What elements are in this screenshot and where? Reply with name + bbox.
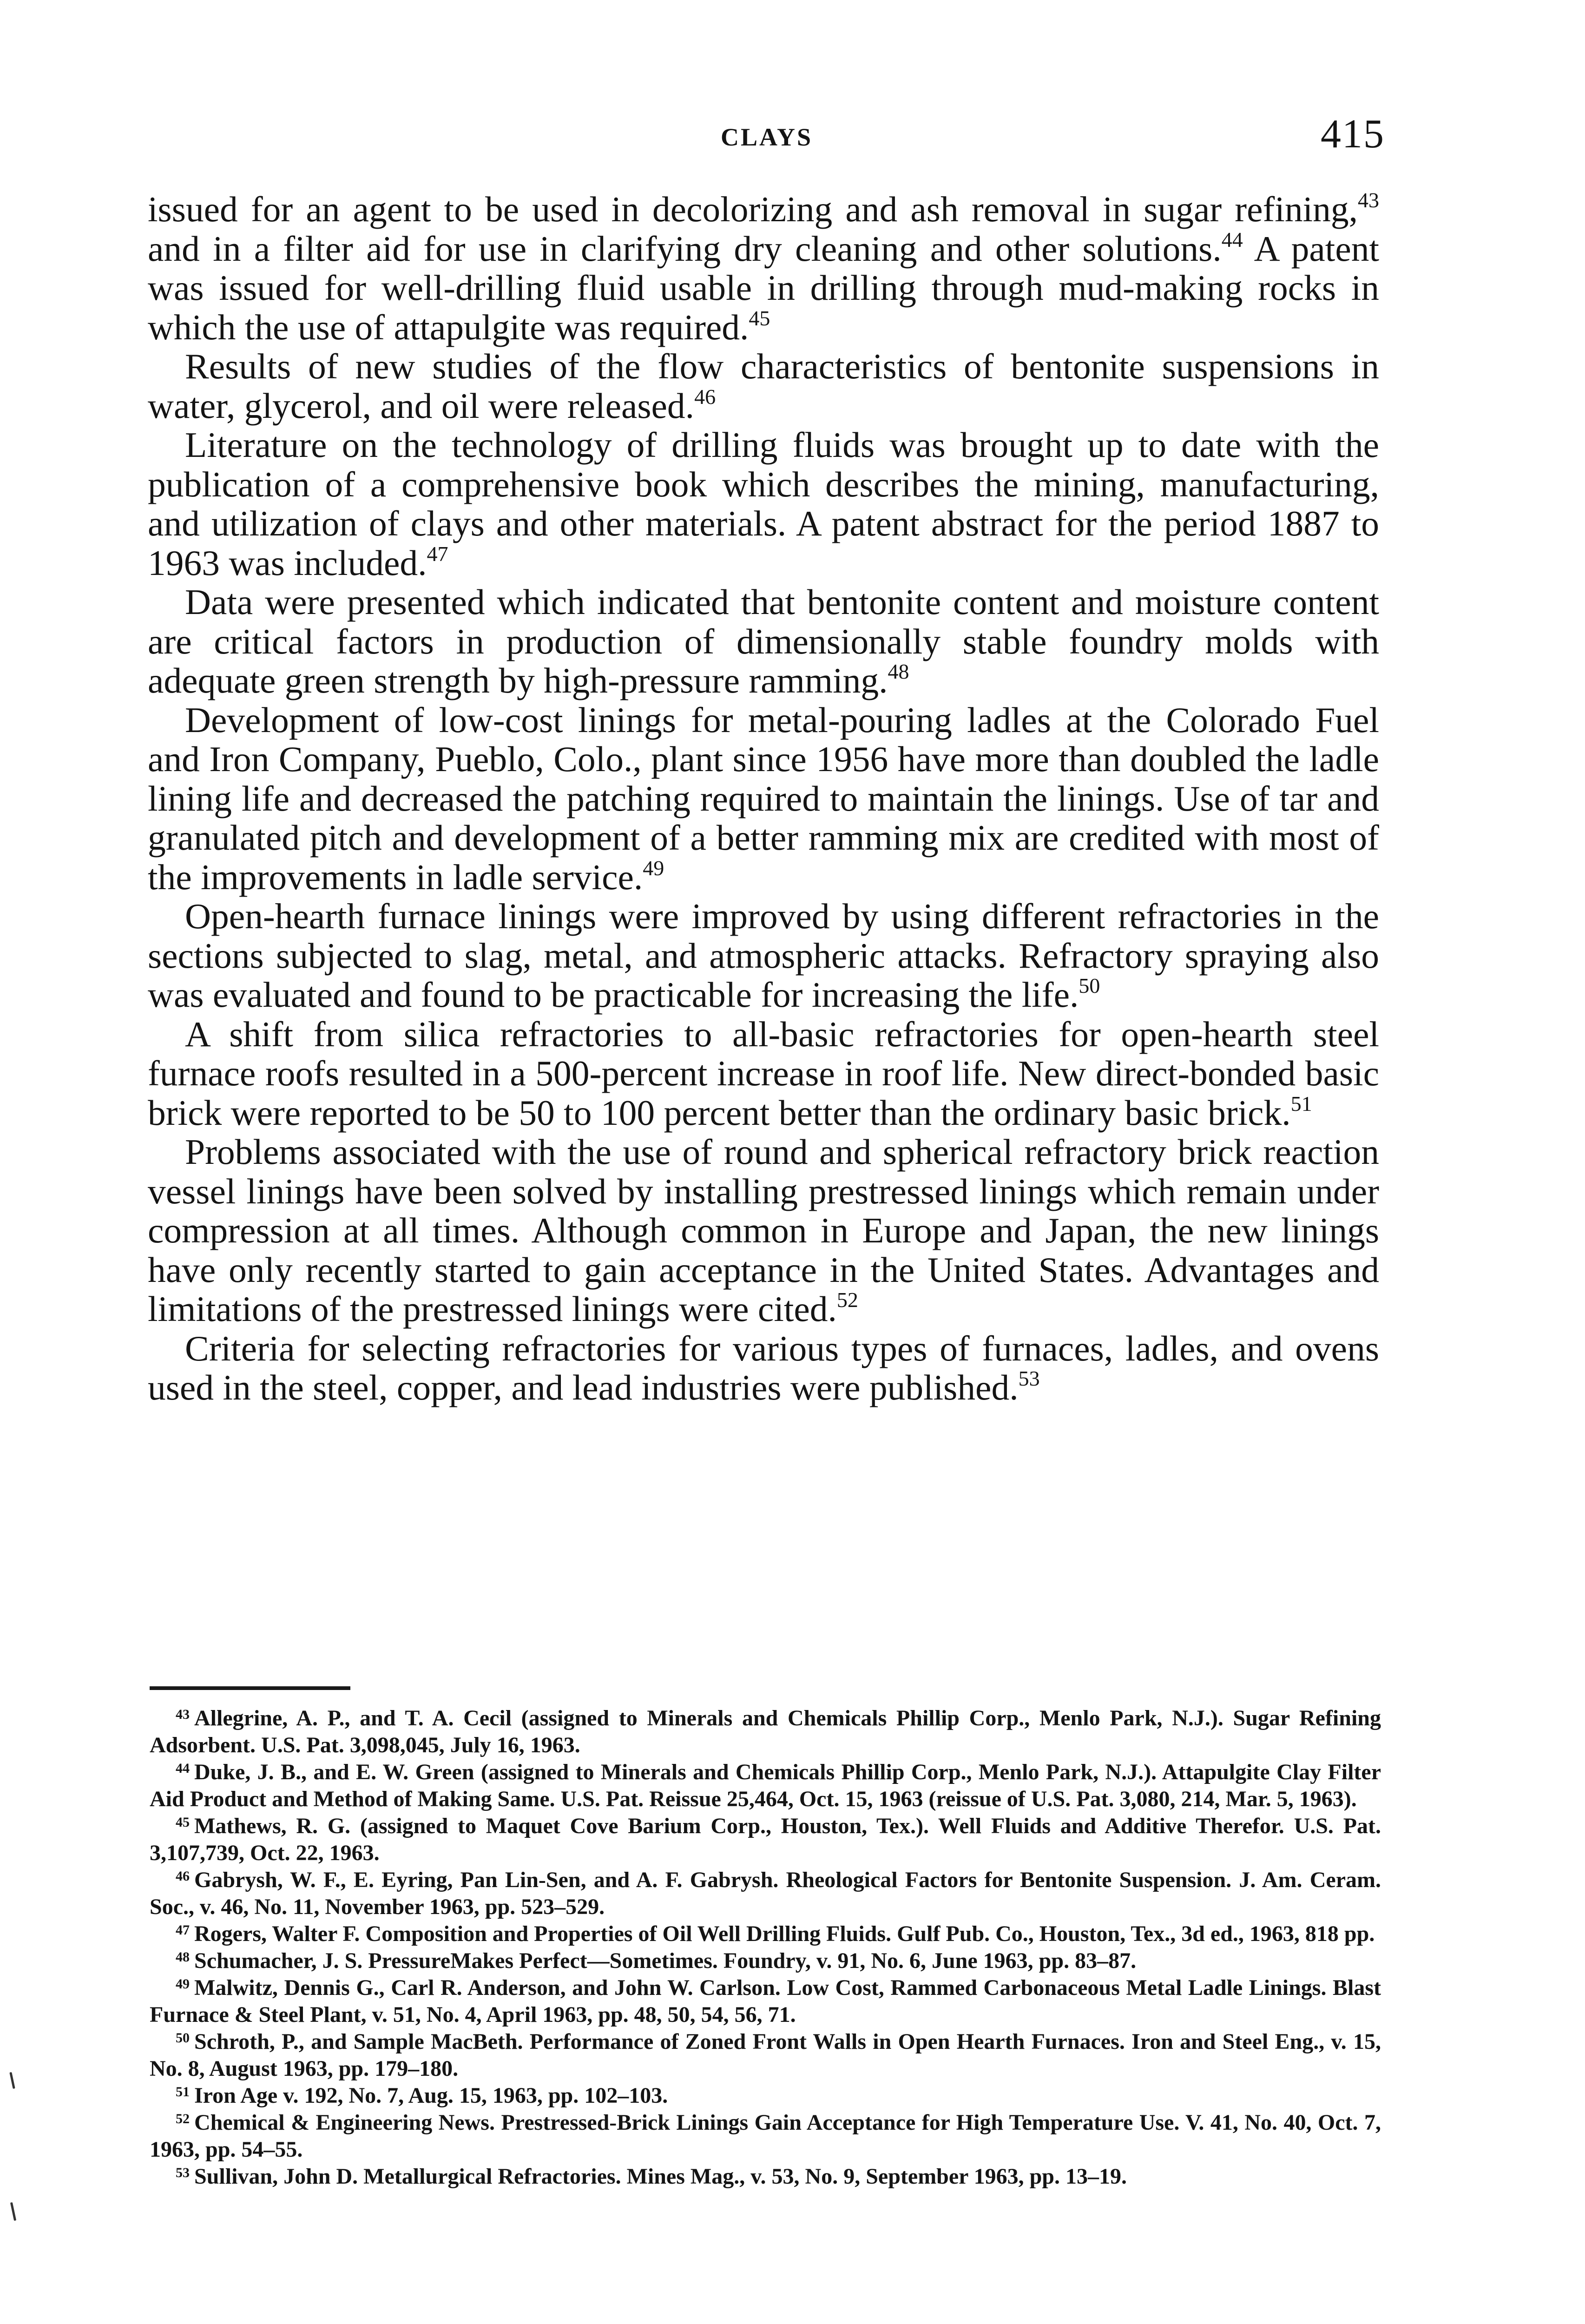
footnote-number: 44 [176,1761,190,1776]
footnote-number: 48 [176,1949,190,1965]
paragraph-text: Results of new studies of the flow characteristics of bentonite suspensions in water, glycerol, and oil were released. [148,346,1379,426]
footnote [150,1759,1381,1813]
body-paragraph [148,347,1379,425]
body-paragraph [148,897,1379,1015]
footnote-text: Schumacher, J. S. PressureMakes Perfect—Sometimes. Foundry, v. 91, No. 6, June 1963, pp. 83–87. [194,1948,1137,1973]
footnote-number: 49 [176,1976,190,1992]
body-paragraph [148,582,1379,700]
paragraph-text: A shift from silica refractories to all-basic refractories for open-hearth steel furnace roofs resulted in a 500-percent increase in roof life. New direct-bonded basic brick were reported to be 50 to 100 percent better than the ordinary basic brick. [148,1014,1379,1133]
footnote [150,2082,1381,2109]
footnote-rule [150,1686,350,1690]
body-text [148,190,1379,1407]
footnote-reference: 46 [694,384,716,409]
paragraph-text: A patent was issued for well-drilling fluid usable in drilling through mud-making rocks in which the use of attapulgite was required. [148,228,1379,347]
paragraph-text: Open-hearth furnace linings were improved by using different refractories in the sections subjected to slag, metal, and atmospheric attacks. Refractory spraying also was evaluated and found to be practicable for increasing the life. [148,896,1379,1015]
footnote-reference: 50 [1079,974,1100,997]
footnote-reference: 53 [1018,1367,1040,1390]
paragraph-text: Data were presented which indicated that bentonite content and moisture content are critical factors in production of dimensionally stable foundry molds with adequate green strength by high-pressure ramming. [148,582,1379,700]
paragraph-text: Literature on the technology of drilling fluids was brought up to date with the publication of a comprehensive book which describes the mining, manufacturing, and utilization of clays and other materials. A patent abstract for the period 1887 to 1963 was included. [148,425,1379,583]
footnote-reference: 52 [836,1288,858,1312]
scan-mark [10,2202,16,2221]
paragraph-text: issued for an agent to be used in decolorizing and ash removal in sugar refining, [148,189,1358,229]
footnote-text: Duke, J. B., and E. W. Green (assigned to Minerals and Chemicals Phillip Corp., Menlo Park, N.J.). Attapulgite Clay Filter Aid Product and Method of Making Same. U.S. Pat. Reissue 25,464, Oct. 15, 1963 (reissue of U.S. Pat. 3,080, 214, Mar. 5, 1963). [150,1760,1381,1811]
footnote-text: Iron Age v. 192, No. 7, Aug. 15, 1963, pp. 102–103. [194,2083,668,2108]
footnote-number: 46 [176,1868,190,1884]
footnote [150,1948,1381,1974]
footnote [150,1813,1381,1867]
footnote [150,1867,1381,1921]
body-paragraph [148,1329,1379,1407]
body-paragraph [148,190,1379,347]
footnote [150,1921,1381,1948]
margin-scan-marks [0,0,37,2324]
footnote [150,2109,1381,2163]
page-number: 415 [1321,112,1385,157]
paragraph-text: Development of low-cost linings for metal-pouring ladles at the Colorado Fuel and Iron Company, Pueblo, Colo., plant since 1956 have more than doubled the ladle lining life and decreased the patching required to maintain the linings. Use of tar and granulated pitch and development of a better ramming mix are credited with most of the improvements in ladle service. [148,700,1379,897]
footnote-number: 53 [176,2165,190,2180]
footnote-number: 51 [176,2084,190,2100]
body-paragraph [148,1132,1379,1329]
footnote-number: 50 [176,2030,190,2046]
paragraph-text: Problems associated with the use of round and spherical refractory brick reaction vessel linings have been solved by installing prestressed linings which remain under compression at all times. Although common in Europe and Japan, the new linings have only recently started to gain acceptance in the United States. Advantages and limitations of the prestressed linings were cited. [148,1132,1379,1329]
footnote-reference: 43 [1358,188,1379,212]
footnote-number: 52 [176,2111,190,2126]
footnote-text: Gabrysh, W. F., E. Eyring, Pan Lin-Sen, and A. F. Gabrysh. Rheological Factors for Bentonite Suspension. J. Am. Ceram. Soc., v. 46, No. 11, November 1963, pp. 523–529. [150,1868,1381,1919]
footnote-reference: 47 [427,541,448,566]
footnote-reference: 44 [1221,227,1243,251]
footnotes [150,1705,1381,2190]
scan-mark [9,2072,15,2089]
body-paragraph [148,1015,1379,1133]
footnote-reference: 48 [888,660,909,683]
footnote [150,1705,1381,1759]
footnote [150,2163,1381,2190]
footnote-number: 43 [176,1707,190,1722]
footnote-text: Rogers, Walter F. Composition and Properties of Oil Well Drilling Fluids. Gulf Pub. Co., Houston, Tex., 3d ed., 1963, 818 pp. [194,1921,1375,1946]
footnote-number: 47 [176,1922,190,1938]
body-paragraph [148,700,1379,897]
footnote [150,1974,1381,2028]
body-paragraph [148,425,1379,582]
footnote-reference: 49 [643,856,664,880]
running-head [149,111,1385,166]
footnote-text: Schroth, P., and Sample MacBeth. Performance of Zoned Front Walls in Open Hearth Furnaces. Iron and Steel Eng., v. 15, No. 8, August 1963, pp. 179–180. [150,2029,1381,2081]
footnote-text: Allegrine, A. P., and T. A. Cecil (assigned to Minerals and Chemicals Phillip Corp., Menlo Park, N.J.). Sugar Refining Adsorbent. U.S. Pat. 3,098,045, July 16, 1963. [150,1706,1381,1757]
footnote-reference: 45 [749,306,770,330]
footnote-reference: 51 [1290,1091,1312,1116]
paragraph-text: Criteria for selecting refractories for various types of furnaces, ladles, and ovens used in the steel, copper, and lead industries were published. [148,1328,1379,1407]
footnote-text: Mathews, R. G. (assigned to Maquet Cove Barium Corp., Houston, Tex.). Well Fluids and Additive Therefor. U.S. Pat. 3,107,739, Oct. 22, 1963. [150,1814,1381,1865]
paragraph-text: and in a filter aid for use in clarifying dry cleaning and other solutions. [148,228,1222,269]
footnote [150,2028,1381,2082]
footnote-text: Sullivan, John D. Metallurgical Refractories. Mines Mag., v. 53, No. 9, September 1963, pp. 13–19. [194,2164,1127,2189]
footnote-text: Malwitz, Dennis G., Carl R. Anderson, and John W. Carlson. Low Cost, Rammed Carbonaceous Metal Ladle Linings. Blast Furnace & Steel Plant, v. 51, No. 4, April 1963, pp. 48, 50, 54, 56, 71. [150,1975,1381,2027]
footnote-text: Chemical & Engineering News. Prestressed-Brick Linings Gain Acceptance for High Temperature Use. V. 41, No. 40, Oct. 7, 1963, pp. 54–55. [150,2110,1381,2162]
running-title: CLAYS [720,123,813,151]
footnote-number: 45 [176,1815,190,1830]
